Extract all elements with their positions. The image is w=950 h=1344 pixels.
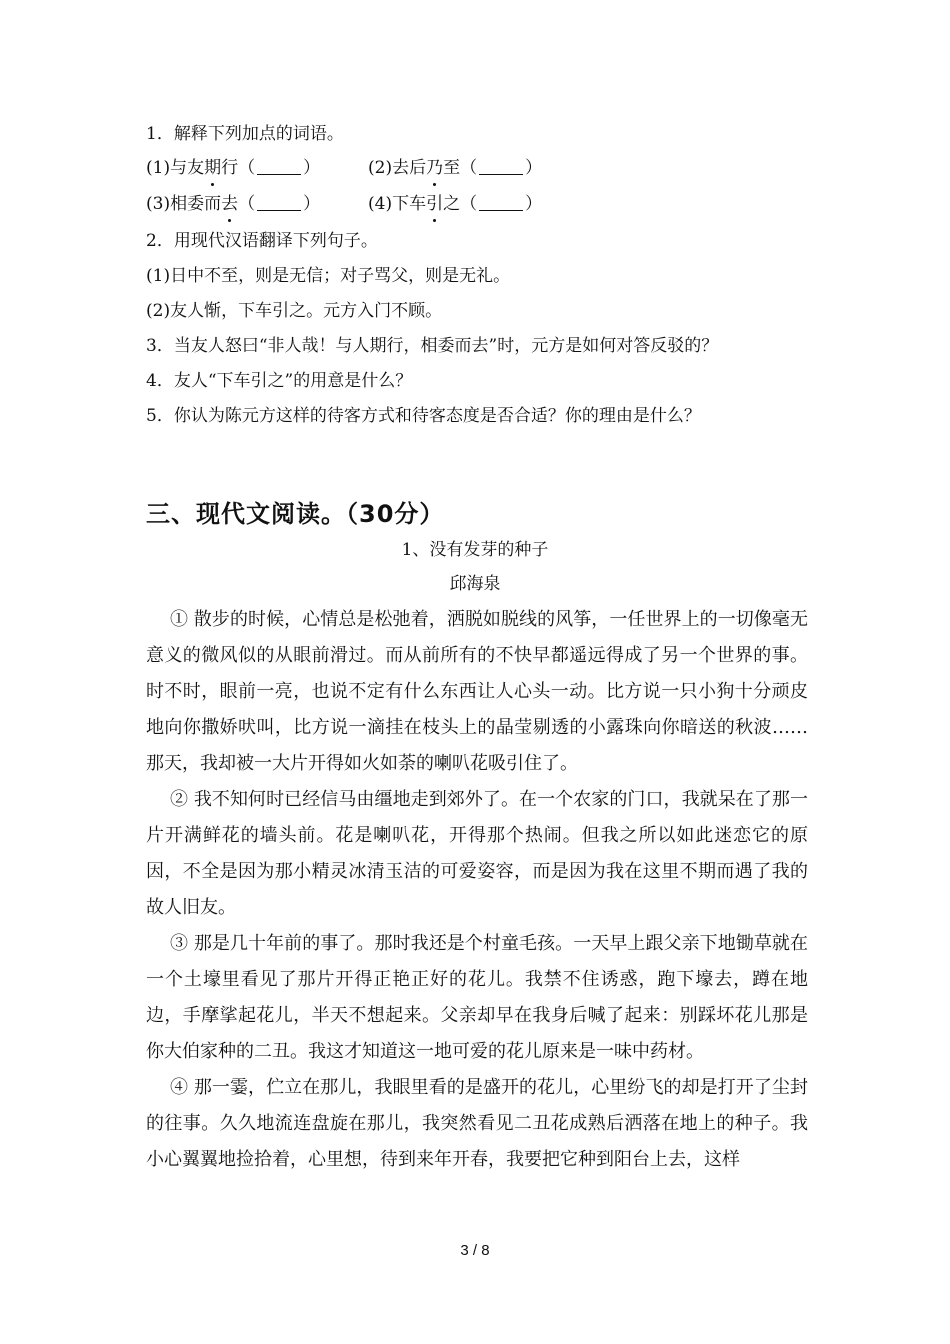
question-3: 3．当友人怒曰“非人哉！与人期行，相委而去”时，元方是如何对答反驳的？ — [146, 336, 719, 356]
dotted-character: 引 — [426, 194, 444, 214]
question-1-item-1: (1)与友期行（ ） — [146, 158, 321, 178]
question-2-sentence-1: (1)日中不至，则是无信；对子骂父，则是无礼。 — [146, 266, 511, 286]
question-1-item-4: (4)下车引之（ ） — [368, 194, 543, 214]
dotted-character: 期 — [204, 158, 222, 178]
article-paragraph-3: ③ 那是几十年前的事了。那时我还是个村童毛孩。一天早上跟父亲下地锄草就在一个土壕里看见了那片开得正艳正好的花儿。我禁不住诱惑，跑下壕去，蹲在地边，手摩挲起花儿，半天不想起来。父亲却早在我身后喊了起来：别踩坏花儿那是你大伯家种的二丑。我这才知道这一地可爱的花儿原来是一味中药材。 — [146, 933, 808, 1062]
question-1-title: 1．解释下列加点的词语。 — [146, 124, 344, 144]
page-number: 3 / 8 — [460, 1242, 490, 1259]
question-1-item-3: (3)相委而去（ ） — [146, 194, 321, 214]
question-5: 5．你认为陈元方这样的待客方式和待客态度是否合适？你的理由是什么？ — [146, 406, 701, 426]
article-title: 1、没有发芽的种子 — [401, 540, 549, 560]
question-1-item-2: (2)去后乃至（ ） — [368, 158, 543, 178]
section-heading: 三、现代文阅读。（30分） — [146, 500, 445, 528]
question-4: 4．友人“下车引之”的用意是什么？ — [146, 371, 413, 391]
article-paragraph-2: ② 我不知何时已经信马由缰地走到郊外了。在一个农家的门口，我就呆在了那一片开满鲜花的墙头前。花是喇叭花，开得那个热闹。但我之所以如此迷恋它的原因，不全是因为那小精灵冰清玉洁的可爱姿容，而是因为我在这里不期而遇了我的故人旧友。 — [146, 789, 808, 918]
article-paragraph-4: ④ 那一霎，伫立在那儿，我眼里看的是盛开的花儿，心里纷飞的却是打开了尘封的往事。久久地流连盘旋在那儿，我突然看见二丑花成熟后洒落在地上的种子。我小心翼翼地捡拾着，心里想，待到来年开春，我要把它种到阳台上去，这样 — [146, 1077, 808, 1170]
answer-blank[interactable] — [257, 158, 301, 175]
answer-blank[interactable] — [479, 158, 523, 175]
article-author: 邱海泉 — [449, 574, 501, 594]
answer-blank[interactable] — [479, 194, 523, 211]
answer-blank[interactable] — [257, 194, 301, 211]
question-2-title: 2．用现代汉语翻译下列句子。 — [146, 231, 378, 251]
article-paragraph-1: ① 散步的时候，心情总是松弛着，洒脱如脱线的风筝，一任世界上的一切像毫无意义的微风似的从眼前滑过。而从前所有的不快早都遥远得成了另一个世界的事。时不时，眼前一亮，也说不定有什么东西让人心头一动。比方说一只小狗十分顽皮地向你撒娇吠叫，比方说一滴挂在枝头上的晶莹剔透的小露珠向你暗送的秋波……那天，我却被一大片开得如火如荼的喇叭花吸引住了。 — [146, 609, 808, 774]
dotted-character: 乃 — [426, 158, 444, 178]
dotted-character: 去 — [221, 194, 239, 214]
question-2-sentence-2: (2)友人惭，下车引之。元方入门不顾。 — [146, 301, 443, 321]
